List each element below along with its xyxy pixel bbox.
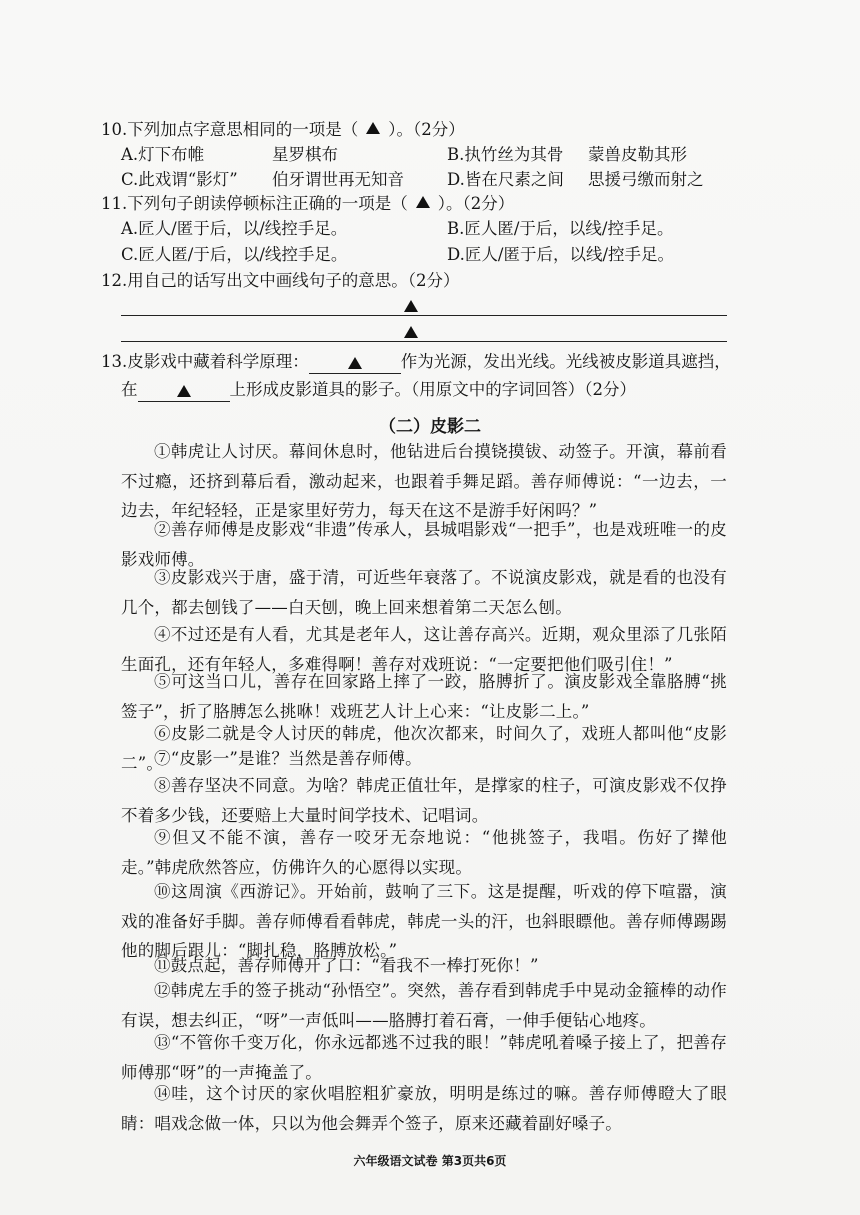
q13-blank-1[interactable] — [309, 355, 401, 374]
q11-option-b: B.匠人匿/于后，以线/控手足。 — [447, 219, 674, 238]
q13-text-3: 在 — [121, 380, 138, 399]
question-11-stem — [101, 194, 514, 214]
paragraph-3: ③皮影戏兴于唐，盛于清，可近些年衰落了。不说演皮影戏，就是看的也没有几个，都去刨钱了——白天刨，晚上回来想着第二天怎么刨。 — [121, 568, 727, 617]
q13-blank-2[interactable] — [138, 383, 230, 402]
paragraph-2: ②善存师傅是皮影戏“非遗”传承人，县城唱影戏“一把手”，也是戏班唯一的皮影戏师傅。 — [121, 520, 727, 569]
question-10-stem — [101, 120, 465, 140]
question-12-stem: 12.用自己的话写出文中画线句子的意思。（2分） — [101, 271, 460, 290]
q10-option-c-word: 伯牙谓世再无知音 — [272, 170, 404, 189]
q11-option-d: D.匠人/匿于后，以线/控手足。 — [447, 245, 675, 264]
paragraph-10: ⑩这周演《西游记》。开始前，鼓响了三下。这是提醒，听戏的停下喧嚣，演戏的准备好手脚。善存师傅看看韩虎，韩虎一头的汗，也斜眼瞟他。善存师傅踢踢他的脚后跟儿：“脚扎稳，胳膊放松。” — [121, 882, 727, 961]
paragraph-11: ⑪鼓点起，善存师傅开了口：“看我不一棒打死你！” — [154, 956, 539, 975]
answer-triangle-icon — [404, 300, 418, 312]
answer-triangle-icon — [177, 385, 191, 397]
paragraph-7: ⑦“皮影一”是谁？当然是善存师傅。 — [154, 749, 422, 768]
paragraph-4: ④不过还是有人看，尤其是老年人，这让善存高兴。近期，观众里添了几张陌生面孔，还有年轻人，多难得啊！善存对戏班说：“一定要把他们吸引住！” — [121, 625, 727, 674]
paragraph-1: ①韩虎让人讨厌。幕间休息时，他钻进后台摸铙摸钹、动签子。开演，幕前看不过瘾，还挤到幕后看，激动起来，也跟着手舞足蹈。善存师傅说：“一边去，一边去，年纪轻轻，正是家里好劳力，每天在这不是游手好闲吗？” — [121, 442, 727, 521]
q11-stem-text: 11.下列句子朗读停顿标注正确的一项是（ — [101, 194, 408, 213]
q10-option-d-word: 思援弓缴而射之 — [588, 170, 704, 189]
question-13-line-2 — [121, 380, 636, 402]
answer-line-2[interactable] — [121, 341, 727, 342]
paragraph-9: ⑨但又不能不演，善存一咬牙无奈地说：“他挑签子，我唱。伤好了撵他走。”韩虎欣然答应，仿佛许久的心愿得以实现。 — [121, 828, 727, 877]
q13-text-1: 13.皮影戏中藏着科学原理： — [101, 352, 309, 371]
paragraph-5: ⑤可这当口儿，善存在回家路上摔了一跤，胳膊折了。演皮影戏全靠胳膊“挑签子”，折了胳膊怎么挑咻！戏班艺人计上心来：“让皮影二上。” — [121, 672, 727, 721]
answer-triangle-icon — [348, 357, 362, 369]
answer-line-1[interactable] — [121, 315, 727, 316]
paragraph-8: ⑧善存坚决不同意。为啥？韩虎正值壮年，是撑家的柱子，可演皮影戏不仅挣不着多少钱，还要赔上大量时间学技术、记唱词。 — [121, 776, 727, 825]
paragraph-12: ⑫韩虎左手的签子挑动“孙悟空”。突然，善存看到韩虎手中晃动金箍棒的动作有误，想去纠正，“呀”一声低叫——胳膊打着石膏，一伸手便钻心地疼。 — [121, 981, 727, 1030]
q10-option-b-word: 蒙兽皮勒其形 — [588, 145, 687, 164]
q10-option-a-word: 星罗棋布 — [272, 145, 338, 164]
q10-option-d: D.皆在尺素之间 — [447, 170, 564, 189]
answer-triangle-icon — [404, 326, 418, 338]
q13-text-2: 作为光源，发出光线。光线被皮影道具遮挡， — [400, 352, 731, 371]
q13-text-4: 上形成皮影道具的影子。（用原文中的字词回答）（2分） — [229, 380, 636, 399]
q10-option-a: A.灯下布帷 — [121, 145, 205, 164]
question-13-line-1 — [101, 352, 731, 374]
answer-triangle-icon — [366, 122, 380, 134]
paragraph-13: ⑬“不管你千变万化，你永远都逃不过我的眼！”韩虎吼着嗓子接上了，把善存师傅那“呀”的一声掩盖了。 — [121, 1033, 727, 1082]
q11-option-a: A.匠人/匿于后，以/线控手足。 — [121, 219, 348, 238]
answer-triangle-icon — [416, 196, 430, 208]
q10-score: ）。（2分） — [388, 120, 465, 139]
q10-option-c: C.此戏谓“影灯” — [121, 170, 238, 189]
q11-option-c: C.匠人匿/于后，以/线控手足。 — [121, 245, 348, 264]
paragraph-14: ⑭哇，这个讨厌的家伙唱腔粗犷豪放，明明是练过的嘛。善存师傅瞪大了眼睛：唱戏念做一体，只以为他会舞弄个签子，原来还藏着副好嗓子。 — [121, 1084, 727, 1133]
section-title: （二）皮影二 — [379, 417, 481, 437]
q10-stem-text: 10.下列加点字意思相同的一项是（ — [101, 120, 359, 139]
q10-option-b: B.执竹丝为其骨 — [447, 145, 564, 164]
q11-score: ）。（2分） — [437, 194, 515, 213]
paragraph-6: ⑥皮影二就是令人讨厌的韩虎，他次次都来，时间久了，戏班人都叫他“皮影二”。 — [121, 724, 727, 773]
page-footer: 六年级语文试卷 第3页共6页 — [353, 1154, 507, 1168]
